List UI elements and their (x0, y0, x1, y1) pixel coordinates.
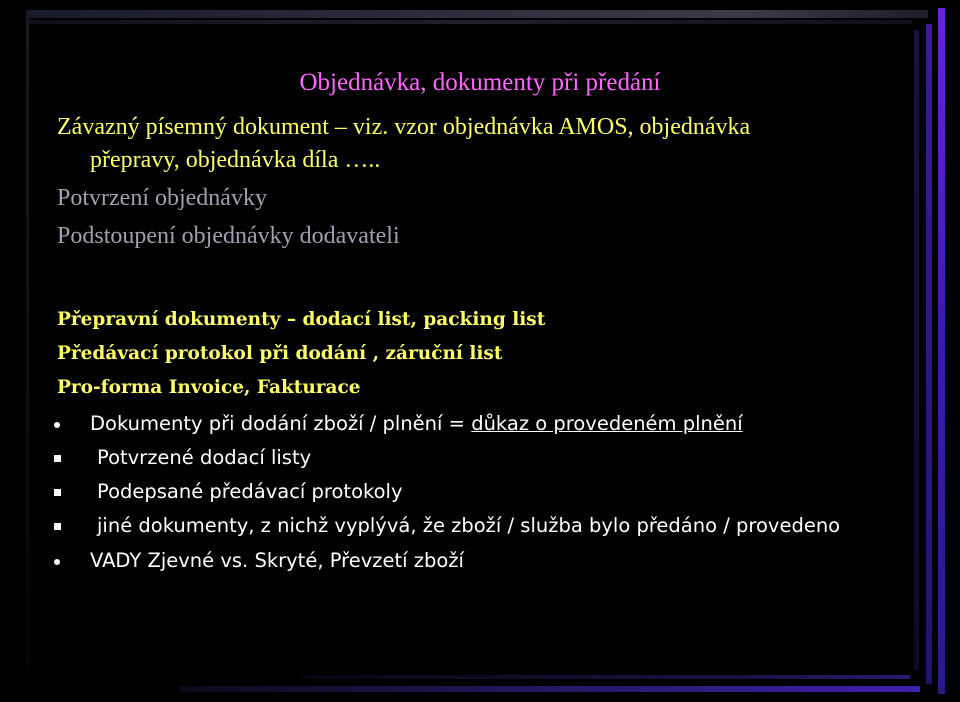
sub-bullet-confirmed-delivery-notes: Potvrzené dodací listy (97, 446, 312, 469)
square-bullet-icon (54, 489, 61, 496)
bullet-dot-icon (54, 559, 60, 565)
frame-bottom-bar-inner (300, 675, 910, 679)
square-bullet-icon (54, 523, 61, 530)
bullet-documents-on-delivery (90, 411, 743, 437)
square-bullet-icon (54, 455, 61, 462)
intro-line-3: Podstoupení objednávky dodavateli (57, 223, 400, 249)
frame-right-bar (938, 8, 945, 694)
proof-of-performance-link: důkaz o provedeném plnění (471, 412, 743, 435)
intro-line-1-continued: přepravy, objednávka díla ….. (90, 147, 381, 173)
bold-item-shipping-docs: Přepravní dokumenty – dodací list, packing list (57, 309, 546, 330)
frame-top-bar-inner (26, 20, 912, 24)
frame-right-bar-inner (926, 24, 932, 684)
intro-line-1: Závazný písemný dokument – viz. vzor objednávka AMOS, objednávka (57, 114, 751, 140)
frame-top-bar (26, 10, 928, 18)
frame-right-bar-innermost (914, 30, 919, 670)
intro-line-2: Potvrzení objednávky (57, 185, 267, 211)
frame-left-bar (26, 10, 29, 670)
frame-bottom-bar (180, 686, 920, 692)
sub-bullet-other-documents: jiné dokumenty, z nichž vyplývá, že zboží / služba bylo předáno / provedeno (97, 514, 841, 537)
bold-item-handover-protocol: Předávací protokol při dodání , záruční list (57, 343, 503, 364)
bullet-defects: VADY Zjevné vs. Skryté, Převzetí zboží (90, 549, 464, 572)
bold-item-proforma: Pro-forma Invoice, Fakturace (57, 377, 361, 398)
slide-title: Objednávka, dokumenty při předání (299, 69, 661, 96)
bullet-documents-text: Dokumenty při dodání zboží / plnění = (90, 412, 472, 435)
bullet-dot-icon (54, 422, 60, 428)
sub-bullet-signed-protocols: Podepsané předávací protokoly (97, 480, 403, 503)
